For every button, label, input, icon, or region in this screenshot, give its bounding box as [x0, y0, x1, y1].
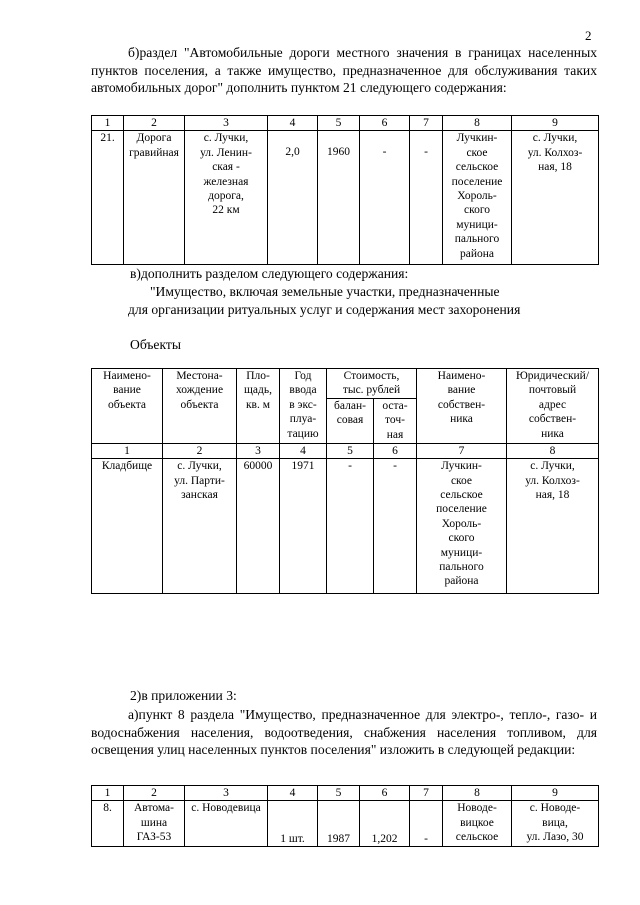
header-cell: 6 [360, 786, 410, 801]
residual-cell: - [374, 459, 417, 594]
header-cell: 3 [185, 116, 268, 131]
header-year: Год ввода в экс- плуа- тацию [280, 369, 327, 444]
row-number-cell: 8. [92, 801, 124, 847]
owner-cell: Лучкин- ское сельское поселение Хороль- ского муници- пального района [417, 459, 507, 594]
address-cell: с. Лучки, ул. Колхоз- ная, 18 [507, 459, 599, 594]
header-balance: балан- совая [327, 398, 374, 443]
quantity-cell: 1 шт. [268, 801, 318, 847]
header-address: Юридический/ почтовый адрес собствен- ника [507, 369, 599, 444]
balance-cell: - [327, 459, 374, 594]
paragraph-v: в)дополнить разделом следующего содержания: [130, 266, 409, 281]
object-name-cell: Автома- шина ГАЗ-53 [124, 801, 185, 847]
number-cell: 1 [92, 443, 163, 458]
number-cell: 3 [237, 443, 280, 458]
paragraph-b-text: б)раздел "Автомобильные дороги местного значения в границах населенных пунктов поселения, а также имущество, предназначенное для обслуживания таких автомобильных дорог" дополнить пунктом 21 следующего содержания: [91, 45, 597, 95]
objects-label: Объекты [130, 337, 181, 352]
header-cell: 1 [92, 786, 124, 801]
number-cell: 7 [417, 443, 507, 458]
area-cell: 60000 [237, 459, 280, 594]
location-cell: с. Новодевица [185, 801, 268, 847]
header-area: Пло- щадь, кв. м [237, 369, 280, 444]
address-cell: с. Новоде- вица, ул. Лазо, 30 [512, 801, 599, 847]
address-cell: с. Лучки, ул. Колхоз- ная, 18 [512, 131, 599, 265]
header-name: Наимено- вание объекта [92, 369, 163, 444]
header-cell: 7 [410, 786, 443, 801]
header-residual: оста- точ- ная [374, 398, 417, 443]
number-cell: 6 [374, 443, 417, 458]
header-cell: 2 [124, 786, 185, 801]
year-cell: 1987 [318, 801, 360, 847]
location-cell: с. Лучки, ул. Парти- занская [163, 459, 237, 594]
objects-header-row [92, 369, 599, 399]
header-cell: 2 [124, 116, 185, 131]
paragraph-a [91, 706, 597, 759]
objects-number-row [92, 443, 599, 458]
header-cell: 6 [360, 116, 410, 131]
header-cell: 4 [268, 116, 318, 131]
object-name-cell: Дорога гравийная [124, 131, 185, 265]
row-number-cell: 21. [92, 131, 124, 265]
header-cell: 8 [443, 116, 512, 131]
year-cell: 1960 [318, 131, 360, 265]
road-table [91, 115, 599, 265]
number-cell: 2 [163, 443, 237, 458]
table-row [92, 801, 599, 847]
balance-cell: 1,202 [360, 801, 410, 847]
paragraph-b [91, 44, 597, 97]
object-name-cell: Кладбище [92, 459, 163, 594]
objects-table [91, 368, 599, 594]
number-cell: 5 [327, 443, 374, 458]
year-cell: 1971 [280, 459, 327, 594]
equipment-table-header-row [92, 786, 599, 801]
number-cell: 8 [507, 443, 599, 458]
balance-cell: - [360, 131, 410, 265]
road-table-header-row [92, 116, 599, 131]
number-cell: 4 [280, 443, 327, 458]
location-cell: с. Лучки, ул. Ленин- ская - железная дорога, 22 км [185, 131, 268, 265]
header-cell: 1 [92, 116, 124, 131]
header-owner: Наимено- вание собствен- ника [417, 369, 507, 444]
header-cell: 7 [410, 116, 443, 131]
header-cell: 8 [443, 786, 512, 801]
table-row [92, 131, 599, 265]
paragraph-a-text: а)пункт 8 раздела "Имущество, предназначенное для электро-, тепло-, газо- и водоснабжения населения, водоотведения, снабжения населения топливом, для освещения улиц населенных пунктов поселения" изложить в следующей редакции: [91, 707, 597, 757]
page-number: 2 [585, 28, 592, 43]
section-title-line-1: "Имущество, включая земельные участки, предназначенные [150, 284, 500, 299]
section-title-line-2: для организации ритуальных услуг и содержания мест захоронения [128, 302, 521, 317]
residual-cell: - [410, 801, 443, 847]
header-cell: 5 [318, 786, 360, 801]
header-location: Местона- хождение объекта [163, 369, 237, 444]
length-cell: 2,0 [268, 131, 318, 265]
table-row [92, 459, 599, 594]
header-cell: 9 [512, 786, 599, 801]
header-cost: Стоимость, тыс. рублей [327, 369, 417, 399]
header-cell: 5 [318, 116, 360, 131]
header-cell: 3 [185, 786, 268, 801]
paragraph-2: 2)в приложении 3: [130, 688, 237, 703]
equipment-table [91, 785, 599, 847]
residual-cell: - [410, 131, 443, 265]
header-cell: 9 [512, 116, 599, 131]
header-cell: 4 [268, 786, 318, 801]
owner-cell: Нoводе- вицкое сельское [443, 801, 512, 847]
owner-cell: Лучкин- ское сельское поселение Хороль- ского муници- пального района [443, 131, 512, 265]
